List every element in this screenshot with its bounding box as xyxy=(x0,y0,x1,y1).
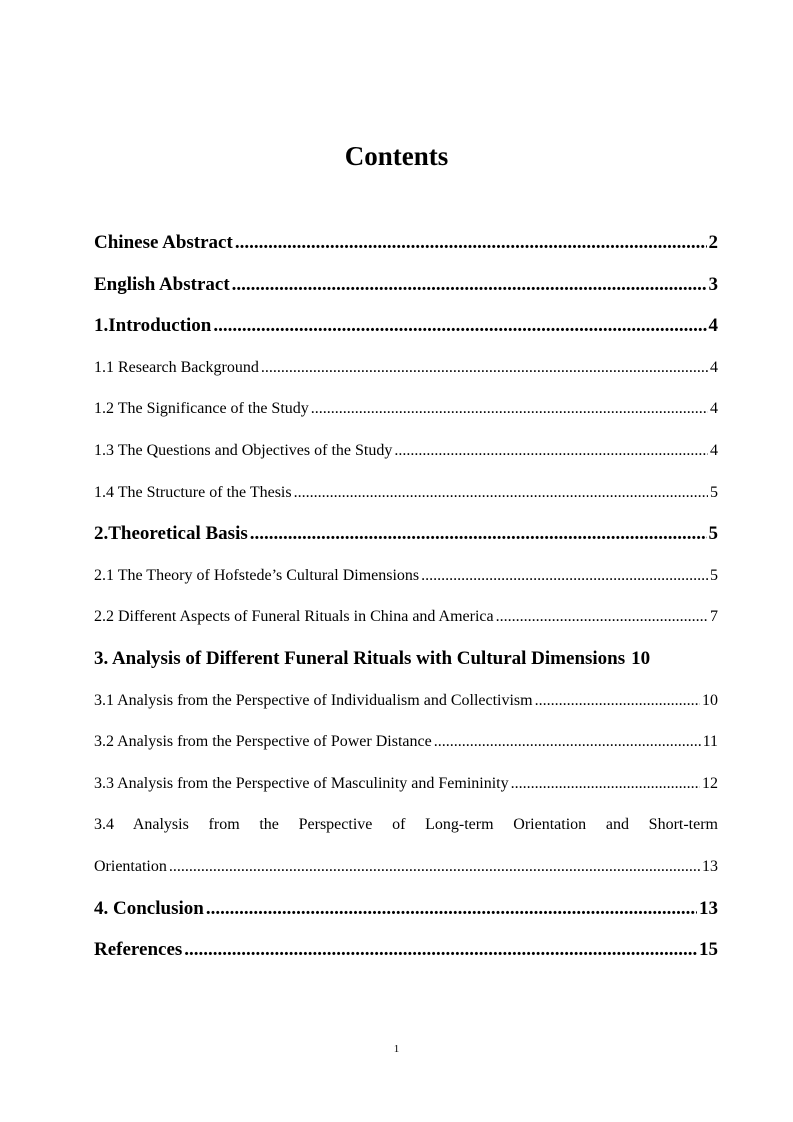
toc-entry-research-background[interactable] xyxy=(94,347,718,389)
toc-entry-power-distance[interactable] xyxy=(94,721,718,763)
toc-entry-page: 7 xyxy=(710,608,718,626)
toc-entry-funeral-aspects[interactable] xyxy=(94,596,718,638)
toc-entry-page: 4 xyxy=(710,400,718,418)
toc-entry-label: 3.1 Analysis from the Perspective of Individualism and Collectivism xyxy=(94,691,533,709)
dot-leader xyxy=(250,513,707,555)
toc-entry-label: 3.4 Analysis from the Perspective of Long-term Orientation and Short-term xyxy=(94,816,718,834)
toc-entry-individualism[interactable] xyxy=(94,680,718,722)
dot-leader xyxy=(434,721,701,763)
toc-entry-page: 11 xyxy=(702,733,718,751)
toc-entry-page: 5 xyxy=(710,483,718,501)
toc-entry-page: 4 xyxy=(710,358,718,376)
dot-leader xyxy=(169,846,700,888)
dot-leader xyxy=(511,763,700,805)
toc-entry-long-term-orientation-cont[interactable] xyxy=(94,846,718,888)
toc-entry-label: 1.Introduction xyxy=(94,315,212,337)
toc-entry-long-term-orientation[interactable] xyxy=(94,804,718,846)
page-title: Contents xyxy=(344,141,449,172)
toc-entry-label: English Abstract xyxy=(94,273,230,295)
dot-leader xyxy=(535,680,700,722)
toc-entry-label: 3. Analysis of Different Funeral Rituals with Cultural Dimensions xyxy=(94,647,626,669)
toc-entry-label: 1.3 The Questions and Objectives of the Study xyxy=(94,441,393,459)
toc-entry-label: 2.2 Different Aspects of Funeral Rituals in China and America xyxy=(94,608,494,626)
toc-entry-page: 2 xyxy=(708,232,718,253)
dot-leader xyxy=(232,264,707,306)
toc-entry-masculinity[interactable] xyxy=(94,763,718,805)
toc-entry-label: References xyxy=(94,939,183,961)
toc-entry-page: 10 xyxy=(702,691,718,709)
toc-entry-page: 5 xyxy=(710,566,718,584)
toc-entry-structure[interactable] xyxy=(94,472,718,514)
toc-entry-page: 13 xyxy=(699,897,718,919)
toc-entry-references[interactable] xyxy=(94,929,718,971)
toc-entry-label: Chinese Abstract xyxy=(94,232,233,253)
toc-entry-label: Orientation xyxy=(94,857,167,875)
toc-entry-label: 4. Conclusion xyxy=(94,897,204,919)
toc-entry-english-abstract[interactable] xyxy=(94,264,718,306)
dot-leader xyxy=(184,929,697,971)
dot-leader xyxy=(394,430,708,472)
toc-entry-page: 15 xyxy=(699,939,718,961)
page-number: 1 xyxy=(393,1043,400,1055)
toc-entry-questions-objectives[interactable] xyxy=(94,430,718,472)
toc-entry-page: 5 xyxy=(708,523,718,545)
toc-entry-label: 1.2 The Significance of the Study xyxy=(94,400,309,418)
toc-entry-label: 1.4 The Structure of the Thesis xyxy=(94,483,292,501)
table-of-contents xyxy=(94,222,718,971)
dot-leader xyxy=(206,888,697,930)
toc-entry-page: 13 xyxy=(702,857,718,875)
toc-entry-introduction[interactable] xyxy=(94,305,718,347)
toc-entry-page: 4 xyxy=(710,441,718,459)
toc-entry-label: 1.1 Research Background xyxy=(94,358,259,376)
toc-entry-page: 4 xyxy=(708,315,718,337)
toc-entry-page: 12 xyxy=(702,774,718,792)
dot-leader xyxy=(235,222,707,264)
dot-leader xyxy=(294,472,708,514)
toc-entry-analysis[interactable] xyxy=(94,638,718,680)
toc-entry-label: 3.2 Analysis from the Perspective of Power Distance xyxy=(94,733,432,751)
toc-entry-significance[interactable] xyxy=(94,388,718,430)
dot-leader xyxy=(496,596,708,638)
dot-leader xyxy=(261,347,708,389)
dot-leader xyxy=(213,305,706,347)
toc-entry-page: 3 xyxy=(708,273,718,295)
toc-entry-hofstede-theory[interactable] xyxy=(94,555,718,597)
toc-entry-label: 2.Theoretical Basis xyxy=(94,523,248,545)
dot-leader xyxy=(421,555,708,597)
dot-leader xyxy=(311,388,708,430)
toc-entry-label: 2.1 The Theory of Hofstede’s Cultural Dimensions xyxy=(94,566,420,584)
toc-entry-page: 10 xyxy=(631,647,651,669)
toc-entry-chinese-abstract[interactable] xyxy=(94,222,718,264)
toc-entry-theoretical-basis[interactable] xyxy=(94,513,718,555)
toc-entry-conclusion[interactable] xyxy=(94,888,718,930)
toc-entry-label: 3.3 Analysis from the Perspective of Masculinity and Femininity xyxy=(94,774,509,792)
